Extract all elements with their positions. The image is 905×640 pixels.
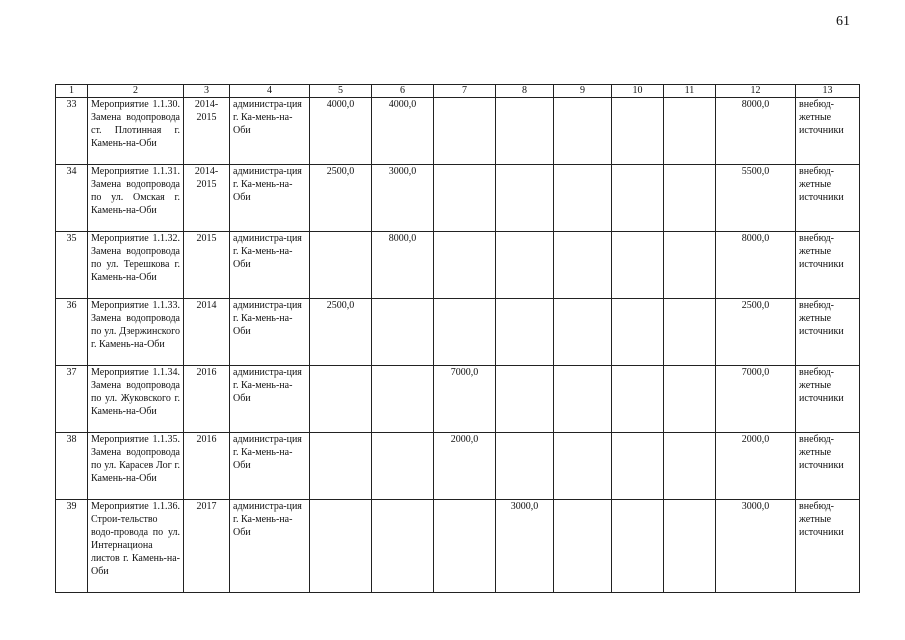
funding-source: внебюд-жетные источники	[796, 433, 860, 500]
table-row	[56, 433, 860, 500]
cell-col-9	[554, 500, 612, 593]
measure-description: Мероприятие 1.1.36. Строи-тельство водо-провода по ул. Интернациона листов г. Камень-на-Оби	[88, 500, 184, 593]
measure-description: Мероприятие 1.1.32. Замена водопровода по ул. Терешкова г. Камень-на-Оби	[88, 232, 184, 299]
row-number: 36	[56, 299, 88, 366]
cell-col-10	[612, 299, 664, 366]
col-header-11: 11	[664, 85, 716, 98]
row-number: 39	[56, 500, 88, 593]
implementation-years: 2014	[184, 299, 230, 366]
col-header-9: 9	[554, 85, 612, 98]
budget-table	[55, 84, 860, 593]
implementation-years: 2015	[184, 232, 230, 299]
measure-description: Мероприятие 1.1.34. Замена водопровода по ул. Жуковского г. Камень-на-Оби	[88, 366, 184, 433]
measure-description: Мероприятие 1.1.31. Замена водопровода по ул. Омская г. Камень-на-Оби	[88, 165, 184, 232]
cell-col-8	[496, 232, 554, 299]
cell-col-5	[310, 433, 372, 500]
cell-col-7	[434, 500, 496, 593]
cell-col-7	[434, 98, 496, 165]
cell-col-5	[310, 232, 372, 299]
cell-col-5: 4000,0	[310, 98, 372, 165]
cell-col-12-total: 5500,0	[716, 165, 796, 232]
cell-col-9	[554, 299, 612, 366]
executor: администра-ция г. Ка-мень-на-Оби	[230, 366, 310, 433]
col-header-12: 12	[716, 85, 796, 98]
cell-col-6: 8000,0	[372, 232, 434, 299]
row-number: 38	[56, 433, 88, 500]
cell-col-9	[554, 232, 612, 299]
table-row	[56, 500, 860, 593]
cell-col-8: 3000,0	[496, 500, 554, 593]
col-header-5: 5	[310, 85, 372, 98]
cell-col-7: 7000,0	[434, 366, 496, 433]
cell-col-10	[612, 500, 664, 593]
cell-col-11	[664, 98, 716, 165]
col-header-3: 3	[184, 85, 230, 98]
cell-col-5	[310, 500, 372, 593]
executor: администра-ция г. Ка-мень-на-Оби	[230, 299, 310, 366]
cell-col-10	[612, 98, 664, 165]
cell-col-11	[664, 366, 716, 433]
cell-col-9	[554, 433, 612, 500]
cell-col-11	[664, 165, 716, 232]
col-header-6: 6	[372, 85, 434, 98]
row-number: 37	[56, 366, 88, 433]
cell-col-11	[664, 433, 716, 500]
funding-source: внебюд-жетные источники	[796, 232, 860, 299]
cell-col-12-total: 8000,0	[716, 232, 796, 299]
cell-col-6: 4000,0	[372, 98, 434, 165]
cell-col-6	[372, 500, 434, 593]
funding-source: внебюд-жетные источники	[796, 299, 860, 366]
cell-col-12-total: 7000,0	[716, 366, 796, 433]
row-number: 34	[56, 165, 88, 232]
cell-col-8	[496, 299, 554, 366]
cell-col-9	[554, 98, 612, 165]
cell-col-12-total: 8000,0	[716, 98, 796, 165]
funding-source: внебюд-жетные источники	[796, 366, 860, 433]
cell-col-7	[434, 165, 496, 232]
cell-col-10	[612, 165, 664, 232]
executor: администра-ция г. Ка-мень-на-Оби	[230, 232, 310, 299]
funding-source: внебюд-жетные источники	[796, 165, 860, 232]
cell-col-6	[372, 299, 434, 366]
implementation-years: 2014-2015	[184, 98, 230, 165]
cell-col-10	[612, 366, 664, 433]
implementation-years: 2014-2015	[184, 165, 230, 232]
cell-col-10	[612, 232, 664, 299]
cell-col-12-total: 2500,0	[716, 299, 796, 366]
implementation-years: 2016	[184, 433, 230, 500]
cell-col-5: 2500,0	[310, 165, 372, 232]
row-number: 33	[56, 98, 88, 165]
cell-col-7: 2000,0	[434, 433, 496, 500]
cell-col-5	[310, 366, 372, 433]
cell-col-6: 3000,0	[372, 165, 434, 232]
page-number: 61	[836, 14, 850, 29]
executor: администра-ция г. Ка-мень-на-Оби	[230, 500, 310, 593]
col-header-2: 2	[88, 85, 184, 98]
cell-col-8	[496, 366, 554, 433]
col-header-4: 4	[230, 85, 310, 98]
executor: администра-ция г. Ка-мень-на-Оби	[230, 433, 310, 500]
cell-col-7	[434, 232, 496, 299]
cell-col-7	[434, 299, 496, 366]
table-row	[56, 98, 860, 165]
header-row	[56, 85, 860, 98]
table-row	[56, 299, 860, 366]
cell-col-5: 2500,0	[310, 299, 372, 366]
cell-col-11	[664, 232, 716, 299]
cell-col-12-total: 3000,0	[716, 500, 796, 593]
cell-col-8	[496, 433, 554, 500]
measure-description: Мероприятие 1.1.33. Замена водопровода по ул. Дзержинского г. Камень-на-Оби	[88, 299, 184, 366]
funding-source: внебюд-жетные источники	[796, 500, 860, 593]
table-row	[56, 366, 860, 433]
funding-source: внебюд-жетные источники	[796, 98, 860, 165]
cell-col-8	[496, 98, 554, 165]
cell-col-11	[664, 500, 716, 593]
col-header-1: 1	[56, 85, 88, 98]
table-row	[56, 165, 860, 232]
col-header-8: 8	[496, 85, 554, 98]
cell-col-10	[612, 433, 664, 500]
executor: администра-ция г. Ка-мень-на-Оби	[230, 165, 310, 232]
cell-col-6	[372, 433, 434, 500]
measure-description: Мероприятие 1.1.35. Замена водопровода по ул. Карасев Лог г. Камень-на-Оби	[88, 433, 184, 500]
implementation-years: 2017	[184, 500, 230, 593]
cell-col-6	[372, 366, 434, 433]
cell-col-11	[664, 299, 716, 366]
col-header-10: 10	[612, 85, 664, 98]
implementation-years: 2016	[184, 366, 230, 433]
cell-col-9	[554, 165, 612, 232]
cell-col-8	[496, 165, 554, 232]
cell-col-9	[554, 366, 612, 433]
col-header-7: 7	[434, 85, 496, 98]
row-number: 35	[56, 232, 88, 299]
table-row	[56, 232, 860, 299]
executor: администра-ция г. Ка-мень-на-Оби	[230, 98, 310, 165]
col-header-13: 13	[796, 85, 860, 98]
measure-description: Мероприятие 1.1.30. Замена водопровода ст. Плотинная г. Камень-на-Оби	[88, 98, 184, 165]
cell-col-12-total: 2000,0	[716, 433, 796, 500]
